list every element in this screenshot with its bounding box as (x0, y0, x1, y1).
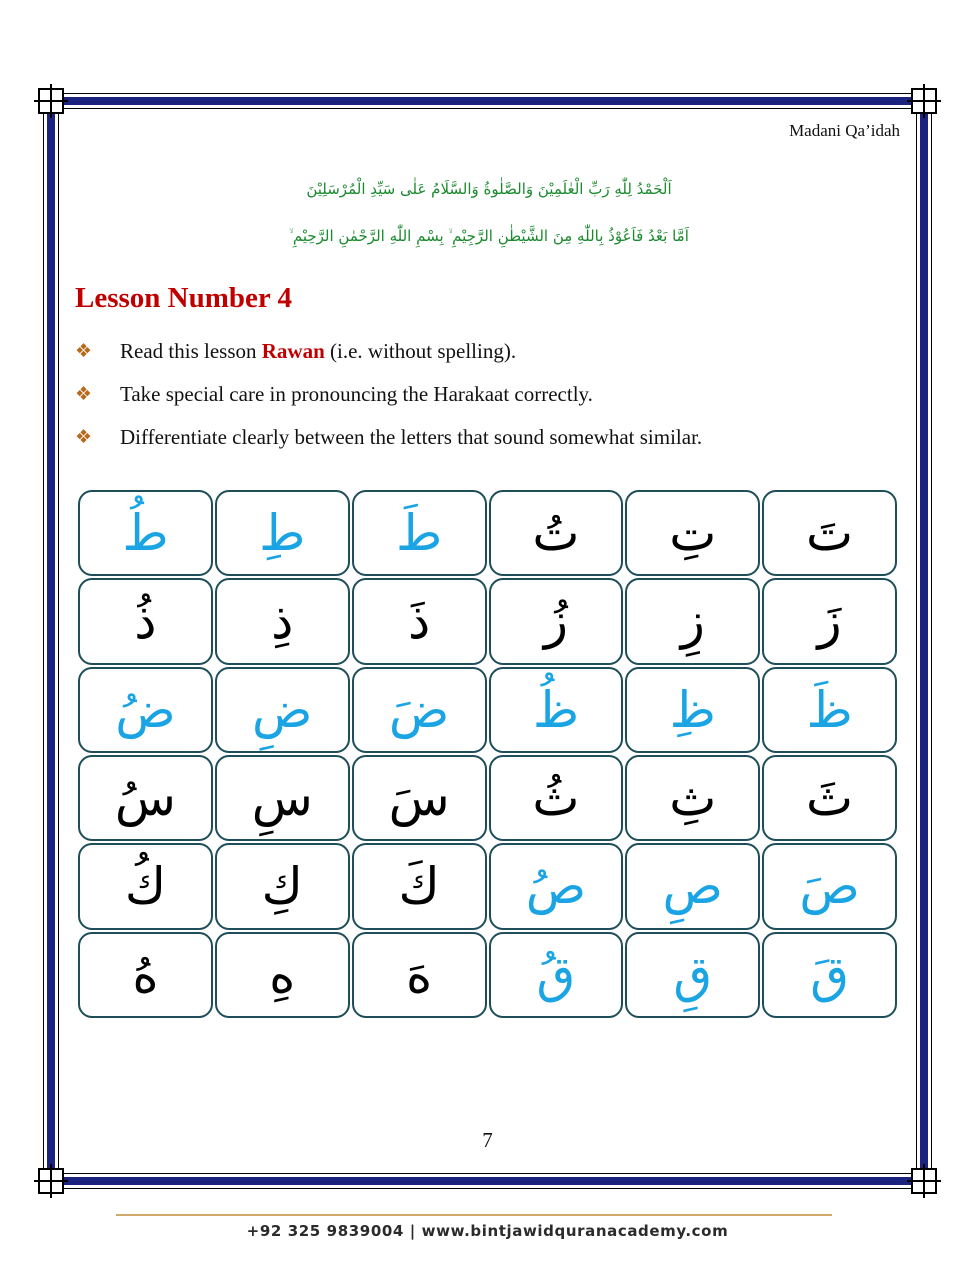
letter-card: صَ (762, 843, 897, 929)
letter-card: هَ (352, 932, 487, 1018)
letter-card: كَ (352, 843, 487, 929)
letter-card: تِ (625, 490, 760, 576)
arabic-preamble-line-2: اَمَّا بَعْدُ فَاَعُوْذُ بِاللّٰهِ مِنَ الشَّيْطٰنِ الرَّجِيْمِ ۙ بِسْمِ اللّٰهِ الرَّحْمٰنِ الرَّحِيْمِ ۙ (289, 227, 689, 245)
letter-card: ظَ (762, 667, 897, 753)
letter-card: هِ (215, 932, 350, 1018)
instruction-text: Take special care in pronouncing the Harakaat correctly. (120, 382, 593, 406)
letter-card: زِ (625, 578, 760, 664)
instruction-text-before: Read this lesson (120, 339, 262, 363)
letter-card: تُ (489, 490, 624, 576)
letter-card: ذِ (215, 578, 350, 664)
letter-card: ضَ (352, 667, 487, 753)
instruction-item (75, 379, 895, 422)
letter-card: قَ (762, 932, 897, 1018)
diamond-bullet-icon: ❖ (75, 383, 93, 405)
footer-contact: +92 325 9839004 | www.bintjawidquranacademy.com (246, 1222, 729, 1240)
letter-card: ذُ (78, 578, 213, 664)
corner-ornament-icon (911, 1168, 937, 1194)
letter-card: ضُ (78, 667, 213, 753)
instruction-text: Differentiate clearly between the letters that sound somewhat similar. (120, 425, 703, 449)
letter-card: ظُ (489, 667, 624, 753)
instruction-highlight: Rawan (261, 339, 325, 363)
letter-card: سَ (352, 755, 487, 841)
letter-card: قُ (489, 932, 624, 1018)
corner-ornament-icon (38, 1168, 64, 1194)
diamond-bullet-icon: ❖ (75, 426, 93, 448)
letter-card: طَ (352, 490, 487, 576)
instruction-list (75, 336, 895, 465)
corner-ornament-icon (38, 88, 64, 114)
instruction-text-after: (i.e. without spelling). (324, 339, 517, 363)
instruction-item (75, 422, 895, 465)
letter-card: هُ (78, 932, 213, 1018)
footer-divider (116, 1214, 832, 1216)
letter-grid (77, 489, 898, 1019)
diamond-bullet-icon: ❖ (75, 340, 93, 362)
letter-card: سُ (78, 755, 213, 841)
letter-card: زَ (762, 578, 897, 664)
letter-card: تَ (762, 490, 897, 576)
arabic-preamble-line-1: اَلْحَمْدُ لِلّٰهِ رَبِّ الْعٰلَمِيْنَ وَالصَّلٰوةُ وَالسَّلَامُ عَلٰى سَيِّدِ الْمُرْسَلِيْنَ (306, 180, 672, 198)
letter-card: ثُ (489, 755, 624, 841)
page-number: 7 (482, 1128, 493, 1152)
letter-card: ثَ (762, 755, 897, 841)
lesson-title: Lesson Number 4 (75, 282, 292, 314)
book-title: Madani Qa’idah (789, 121, 900, 140)
letter-card: ذَ (352, 578, 487, 664)
letter-card: صِ (625, 843, 760, 929)
letter-card: ظِ (625, 667, 760, 753)
letter-card: طِ (215, 490, 350, 576)
letter-card: طُ (78, 490, 213, 576)
letter-card: قِ (625, 932, 760, 1018)
instruction-item (75, 336, 895, 379)
letter-card: صُ (489, 843, 624, 929)
letter-card: ضِ (215, 667, 350, 753)
instruction-text (120, 336, 516, 366)
corner-ornament-icon (911, 88, 937, 114)
letter-card: ثِ (625, 755, 760, 841)
letter-card: كُ (78, 843, 213, 929)
letter-card: زُ (489, 578, 624, 664)
letter-card: سِ (215, 755, 350, 841)
letter-card: كِ (215, 843, 350, 929)
